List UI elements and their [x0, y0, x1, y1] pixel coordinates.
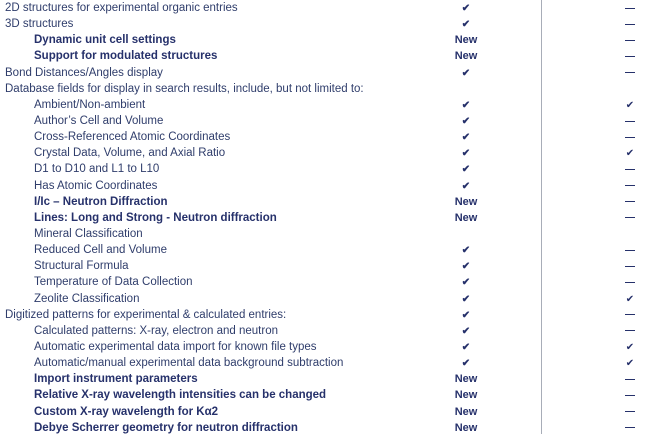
- dash-icon: [610, 404, 645, 420]
- check-icon: ✔: [461, 148, 471, 160]
- check-icon: ✔: [625, 99, 635, 111]
- feature-label: Database fields for display in search results, include, but not limited to:: [5, 82, 364, 95]
- check-icon: [610, 291, 645, 308]
- new-badge: New: [454, 405, 478, 418]
- dash-icon: [625, 330, 635, 331]
- check-icon: [440, 145, 492, 162]
- check-icon: ✔: [461, 164, 471, 176]
- feature-label: 3D structures: [5, 18, 74, 31]
- feature-label: Has Atomic Coordinates: [34, 179, 158, 192]
- check-icon: ✔: [461, 309, 471, 321]
- feature-label: Reduced Cell and Volume: [34, 244, 167, 257]
- table-row: [0, 404, 645, 420]
- check-icon: [440, 274, 492, 291]
- feature-label: Author’s Cell and Volume: [34, 114, 164, 127]
- dash-icon: [625, 56, 635, 57]
- feature-label: Custom X-ray wavelength for Kα2: [34, 405, 219, 418]
- check-icon: ✔: [461, 325, 471, 337]
- dash-icon: [625, 411, 635, 412]
- dash-icon: [610, 371, 645, 387]
- dash-icon: [610, 48, 645, 64]
- table-row: [0, 81, 645, 97]
- table-row: [0, 178, 645, 194]
- feature-label: Calculated patterns: X-ray, electron and neutron: [34, 324, 278, 337]
- dash-icon: [610, 129, 645, 145]
- new-badge: New: [454, 195, 478, 208]
- table-row: [0, 339, 645, 355]
- check-icon: ✔: [461, 341, 471, 353]
- check-icon: ✔: [625, 341, 635, 353]
- new-badge: New: [454, 421, 478, 434]
- table-row: [0, 97, 645, 113]
- feature-label: Temperature of Data Collection: [34, 276, 193, 289]
- check-icon: [610, 355, 645, 372]
- check-icon: ✔: [461, 293, 471, 305]
- table-row: [0, 371, 645, 387]
- dash-icon: [625, 121, 635, 122]
- check-icon: [440, 307, 492, 324]
- dash-icon: [610, 307, 645, 323]
- dash-icon: [610, 387, 645, 403]
- dash-icon: [625, 427, 635, 428]
- feature-label: D1 to D10 and L1 to L10: [34, 163, 160, 176]
- feature-label: Dynamic unit cell settings: [34, 34, 176, 47]
- check-icon: ✔: [461, 19, 471, 31]
- check-icon: ✔: [461, 261, 471, 273]
- dash-icon: [610, 32, 645, 48]
- table-row: [0, 48, 645, 64]
- feature-label: Mineral Classification: [34, 227, 143, 240]
- dash-icon: [625, 266, 635, 267]
- dash-icon: [625, 185, 635, 186]
- table-row: [0, 274, 645, 290]
- check-icon: [440, 16, 492, 33]
- table-row: [0, 323, 645, 339]
- dash-icon: [610, 0, 645, 16]
- dash-icon: [625, 282, 635, 283]
- dash-icon: [625, 314, 635, 315]
- table-row: [0, 387, 645, 403]
- feature-label: Debye Scherrer geometry for neutron diffraction: [34, 421, 298, 434]
- check-icon: [440, 339, 492, 356]
- dash-icon: [610, 210, 645, 226]
- check-icon: ✔: [625, 358, 635, 370]
- table-row: [0, 113, 645, 129]
- check-icon: [440, 113, 492, 130]
- dash-icon: [625, 250, 635, 251]
- dash-icon: [610, 258, 645, 274]
- check-icon: [440, 323, 492, 340]
- column-divider: [541, 0, 542, 434]
- check-icon: ✔: [461, 67, 471, 79]
- new-badge: New: [454, 50, 478, 63]
- check-icon: [440, 355, 492, 372]
- feature-label: Structural Formula: [34, 260, 129, 273]
- table-row: [0, 420, 645, 436]
- dash-icon: [625, 395, 635, 396]
- table-row: [0, 226, 645, 242]
- feature-label: Automatic experimental data import for known file types: [34, 340, 317, 353]
- check-icon: ✔: [625, 148, 635, 160]
- feature-label: Automatic/manual experimental data background subtraction: [34, 357, 344, 370]
- dash-icon: [625, 137, 635, 138]
- check-icon: [610, 145, 645, 162]
- dash-icon: [625, 40, 635, 41]
- check-icon: [610, 97, 645, 114]
- new-badge: New: [454, 389, 478, 402]
- feature-label: Relative X-ray wavelength intensities can be changed: [34, 389, 327, 402]
- check-icon: [440, 129, 492, 146]
- check-icon: [440, 258, 492, 275]
- dash-icon: [625, 379, 635, 380]
- check-icon: ✔: [461, 115, 471, 127]
- dash-icon: [610, 113, 645, 129]
- dash-icon: [625, 169, 635, 170]
- feature-label: Lines: Long and Strong - Neutron diffraction: [34, 211, 277, 224]
- check-icon: [440, 178, 492, 195]
- new-badge: New: [454, 211, 478, 224]
- dash-icon: [625, 217, 635, 218]
- dash-icon: [625, 72, 635, 73]
- table-row: [0, 0, 645, 16]
- dash-icon: [610, 194, 645, 210]
- feature-label: 2D structures for experimental organic entries: [5, 2, 238, 14]
- check-icon: ✔: [461, 245, 471, 257]
- feature-label: Zeolite Classification: [34, 292, 140, 305]
- feature-label: I/Ic – Neutron Diffraction: [34, 195, 168, 208]
- dash-icon: [610, 242, 645, 258]
- check-icon: ✔: [461, 277, 471, 289]
- check-icon: ✔: [461, 180, 471, 192]
- new-badge: New: [454, 34, 478, 47]
- check-icon: ✔: [461, 3, 471, 14]
- dash-icon: [610, 323, 645, 339]
- dash-icon: [610, 274, 645, 290]
- dash-icon: [610, 178, 645, 194]
- dash-icon: [610, 65, 645, 81]
- table-row: [0, 242, 645, 258]
- check-icon: ✔: [625, 293, 635, 305]
- dash-icon: [610, 16, 645, 32]
- table-row: [0, 161, 645, 177]
- check-icon: [440, 242, 492, 259]
- table-row: [0, 32, 645, 48]
- feature-label: Bond Distances/Angles display: [5, 66, 163, 79]
- feature-label: Digitized patterns for experimental & calculated entries:: [5, 308, 287, 321]
- dash-icon: [625, 24, 635, 25]
- check-icon: [610, 339, 645, 356]
- table-row: [0, 291, 645, 307]
- dash-icon: [625, 8, 635, 9]
- table-row: [0, 355, 645, 371]
- check-icon: [440, 97, 492, 114]
- table-row: [0, 210, 645, 226]
- table-row: [0, 145, 645, 161]
- check-icon: [440, 65, 492, 82]
- check-icon: [440, 161, 492, 178]
- table-row: [0, 65, 645, 81]
- feature-label: Ambient/Non-ambient: [34, 98, 146, 111]
- table-row: [0, 129, 645, 145]
- new-badge: New: [454, 373, 478, 386]
- feature-label: Crystal Data, Volume, and Axial Ratio: [34, 147, 226, 160]
- feature-label: Support for modulated structures: [34, 50, 218, 63]
- table-row: [0, 258, 645, 274]
- dash-icon: [610, 420, 645, 436]
- dash-icon: [625, 201, 635, 202]
- feature-label: Cross-Referenced Atomic Coordinates: [34, 131, 231, 144]
- feature-label: Import instrument parameters: [34, 373, 198, 386]
- check-icon: ✔: [461, 99, 471, 111]
- dash-icon: [610, 161, 645, 177]
- check-icon: [440, 291, 492, 308]
- table-row: [0, 194, 645, 210]
- check-icon: [440, 0, 492, 17]
- check-icon: ✔: [461, 358, 471, 370]
- check-icon: ✔: [461, 132, 471, 144]
- table-row: [0, 16, 645, 32]
- table-row: [0, 307, 645, 323]
